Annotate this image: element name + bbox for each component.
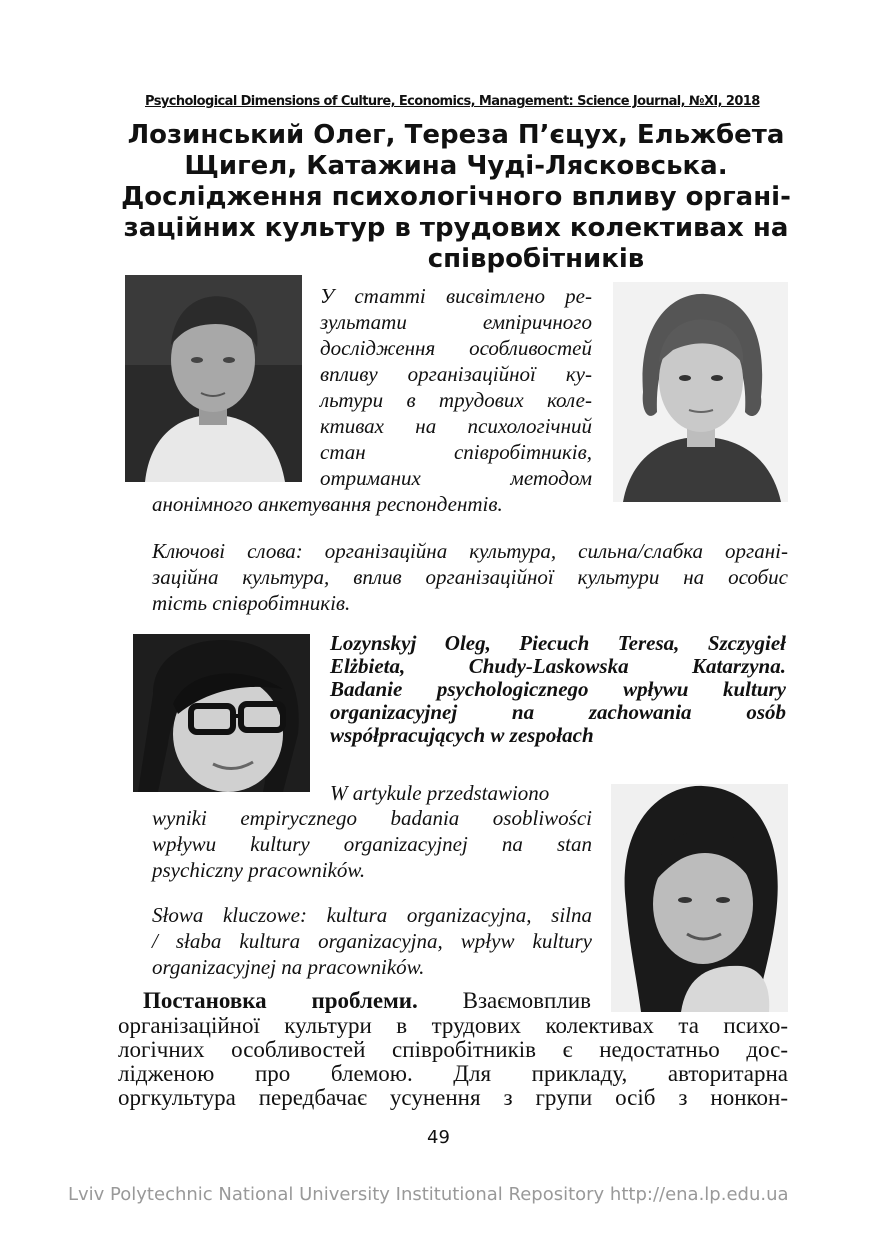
title-line: заційних культур в трудових колективах на (123, 213, 789, 243)
journal-header: Psychological Dimensions of Culture, Economics, Management: Science Journal, №XI, 2018 (145, 94, 760, 109)
abstract-pl-first: W artykule przedstawiono (330, 781, 550, 805)
article-title-ua (118, 120, 794, 275)
title-line: Lozynskyj Oleg, Piecuch Teresa, Szczygieł (330, 631, 786, 655)
abstract-line: впливу організаційної ку- (320, 362, 592, 386)
abstract-line: стан співробітників, (320, 440, 592, 464)
author-photo-3 (133, 634, 310, 792)
author-photo-4 (611, 784, 788, 1012)
keywords-line: / słaba kultura organizacyjna, wpływ kultury (152, 929, 592, 953)
title-line: współpracujących w zespołach (330, 723, 594, 747)
abstract-line: psychiczny pracowników. (152, 858, 366, 882)
section-heading: Постановка проблеми. (143, 988, 418, 1013)
repository-footer: Lviv Polytechnic National University Institutional Repository http://ena.lp.edu.ua (68, 1184, 789, 1205)
abstract-ua (320, 283, 592, 491)
keywords-ua (152, 538, 788, 616)
keywords-line: заційна культура, вплив організаційної культури на особис (152, 565, 788, 589)
abstract-line: wpływu kultury organizacyjnej na stan (152, 832, 592, 856)
body-first-line (143, 989, 591, 1013)
keywords-line: Słowa kluczowe: kultura organizacyjna, silna (152, 903, 592, 927)
abstract-line: отриманих методом (320, 466, 592, 490)
author-photo-1 (125, 275, 302, 482)
page-number: 49 (427, 1127, 450, 1148)
article-title-pl (330, 632, 786, 747)
body-paragraph (118, 1014, 788, 1110)
body-line: оргкультура передбачає усунення з групи осіб з нонкон- (118, 1085, 788, 1110)
abstract-line: зультати емпіричного (320, 310, 592, 334)
title-line: organizacyjnej na zachowania osób (330, 700, 786, 724)
body-line: логічних особливостей співробітників є недостатньо дос- (118, 1037, 788, 1062)
title-line: Лозинський Олег, Тереза П’єцух, Ельжбета (127, 120, 785, 150)
author-photo-2 (613, 282, 788, 502)
keywords-line: organizacyjnej na pracowników. (152, 955, 425, 979)
keywords-line: тість співробітників. (152, 591, 351, 615)
body-line: лідженою про блемою. Для прикладу, авторитарна (118, 1061, 788, 1086)
abstract-pl (152, 805, 592, 883)
keywords-pl (152, 902, 592, 980)
title-line: співробітників (427, 244, 645, 274)
abstract-line: wyniki empirycznego badania osobliwości (152, 806, 592, 830)
abstract-line: льтури в трудових коле- (320, 388, 592, 412)
title-line: Дослідження психологічного впливу органі- (121, 182, 791, 212)
abstract-line: дослідження особливостей (320, 336, 592, 360)
title-line: Badanie psychologicznego wpływu kultury (330, 677, 786, 701)
abstract-line: ктивах на психологічний (320, 414, 592, 438)
keywords-line: Ключові слова: організаційна культура, сильна/слабка органі- (152, 539, 788, 563)
abstract-last-line: анонімного анкетування респондентів. (152, 492, 503, 516)
body-line: організаційної культури в трудових колективах та психо- (118, 1013, 788, 1038)
body-text-span: Взаємовплив (462, 988, 592, 1013)
title-line: Щигел, Катажина Чуді-Лясковська. (184, 151, 728, 181)
title-line: Elżbieta, Chudy-Laskowska Katarzyna. (330, 654, 786, 678)
abstract-line: У статті висвітлено ре- (320, 284, 592, 308)
